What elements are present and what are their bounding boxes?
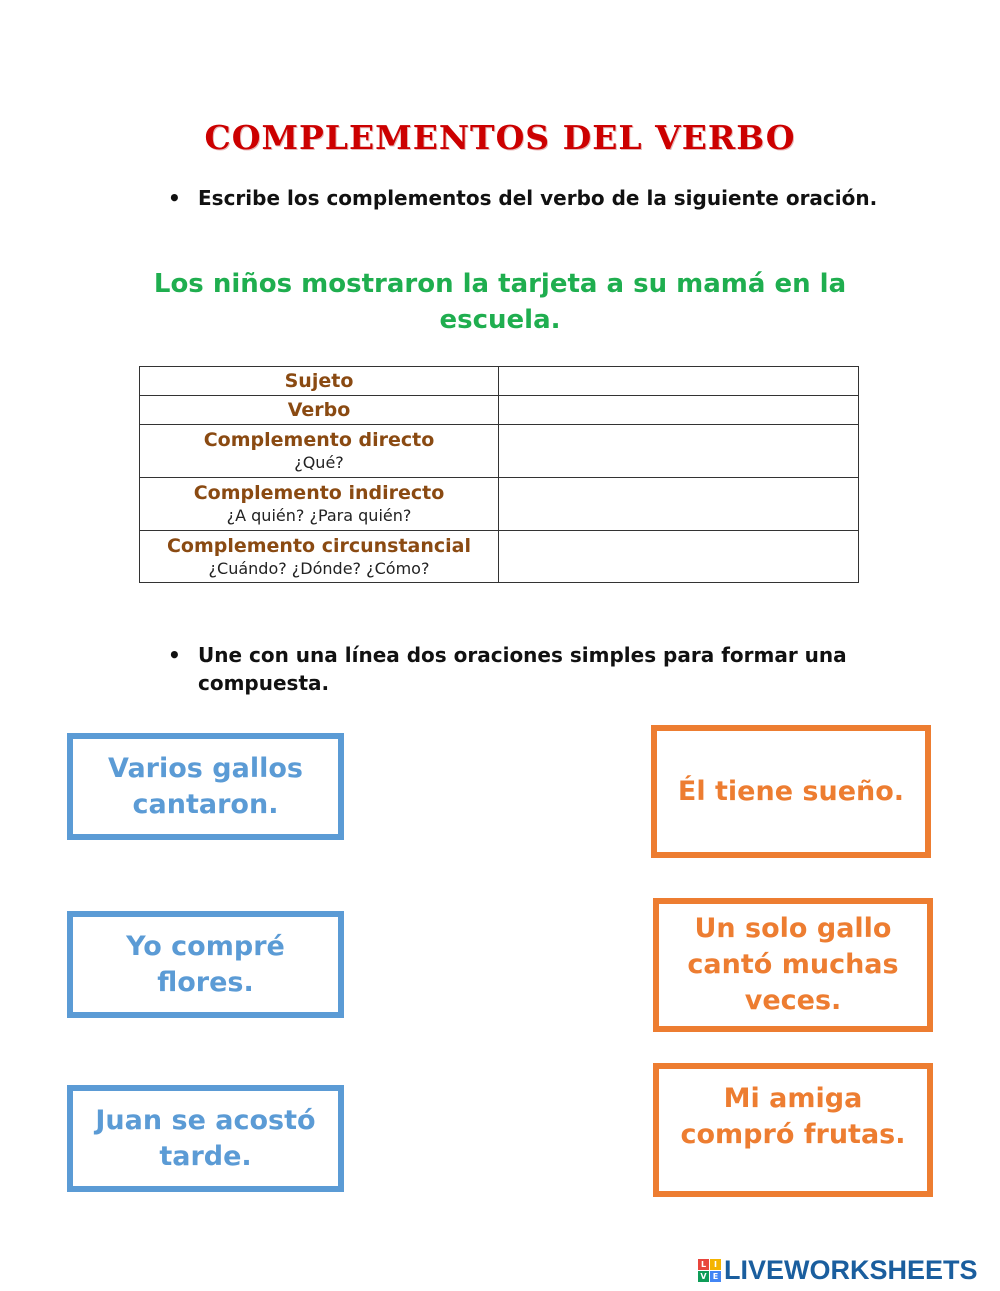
right-card-2-text: Un solo gallo cantó muchas veces. [687, 913, 899, 1016]
answer-cell-complemento-circunstancial[interactable] [499, 531, 859, 583]
example-sentence: Los niños mostraron la tarjeta a su mamá en la escuela. [153, 269, 847, 335]
right-card-1[interactable] [651, 725, 931, 858]
right-card-2[interactable] [653, 898, 933, 1032]
label-complemento-directo: Complemento directo [203, 429, 435, 451]
left-card-2[interactable] [67, 911, 344, 1018]
left-card-3[interactable] [67, 1085, 344, 1192]
answer-cell-complemento-indirecto[interactable] [499, 478, 859, 531]
label-complemento-circunstancial: Complemento circunstancial [166, 534, 472, 557]
answer-cell-complemento-directo[interactable] [499, 425, 859, 478]
left-card-1-text: Varios gallos cantaron. [108, 752, 303, 820]
hint-complemento-circunstancial: ¿Cuándo? ¿Dónde? ¿Cómo? [208, 558, 430, 578]
left-card-3-text: Juan se acostó tarde. [95, 1104, 316, 1172]
logo-block-i: I [710, 1259, 721, 1270]
table-row [140, 396, 859, 425]
instruction-2-text: Une con una línea dos oraciones simples para formar una compuesta. [198, 643, 847, 695]
table-row [140, 425, 859, 478]
right-card-3[interactable] [653, 1063, 933, 1197]
bullet-icon: • [168, 186, 181, 210]
logo-block-e: E [710, 1271, 721, 1282]
answer-cell-verbo[interactable] [499, 396, 859, 425]
row-label [140, 425, 499, 478]
row-label [140, 396, 499, 425]
left-card-2-text: Yo compré flores. [126, 930, 285, 998]
bullet-icon: • [168, 643, 181, 667]
right-card-3-text: Mi amiga compró frutas. [680, 1083, 906, 1150]
table-row [140, 367, 859, 396]
row-label [140, 367, 499, 396]
logo-block-l: L [698, 1259, 709, 1270]
hint-complemento-directo: ¿Qué? [294, 453, 344, 472]
page-title: COMPLEMENTOS DEL VERBO [204, 118, 796, 157]
left-card-1[interactable] [67, 733, 344, 840]
right-card-1-text: Él tiene sueño. [677, 775, 905, 807]
row-label [140, 531, 499, 583]
label-sujeto: Sujeto [284, 370, 354, 392]
answer-cell-sujeto[interactable] [499, 367, 859, 396]
liveworksheets-logo [698, 1252, 978, 1288]
instruction-1-text: Escribe los complementos del verbo de la siguiente oración. [198, 186, 878, 210]
label-complemento-indirecto: Complemento indirecto [193, 482, 445, 504]
complements-table [139, 366, 859, 583]
logo-block-v: V [698, 1271, 709, 1282]
table-row [140, 478, 859, 531]
instruction-2 [168, 641, 888, 697]
label-verbo: Verbo [287, 399, 351, 421]
row-label [140, 478, 499, 531]
hint-complemento-indirecto: ¿A quién? ¿Para quién? [226, 506, 412, 525]
instruction-1 [168, 184, 888, 212]
logo-text: LIVEWORKSHEETS [724, 1254, 978, 1285]
liveworksheets-logo-icon [698, 1259, 721, 1282]
table-row [140, 531, 859, 583]
